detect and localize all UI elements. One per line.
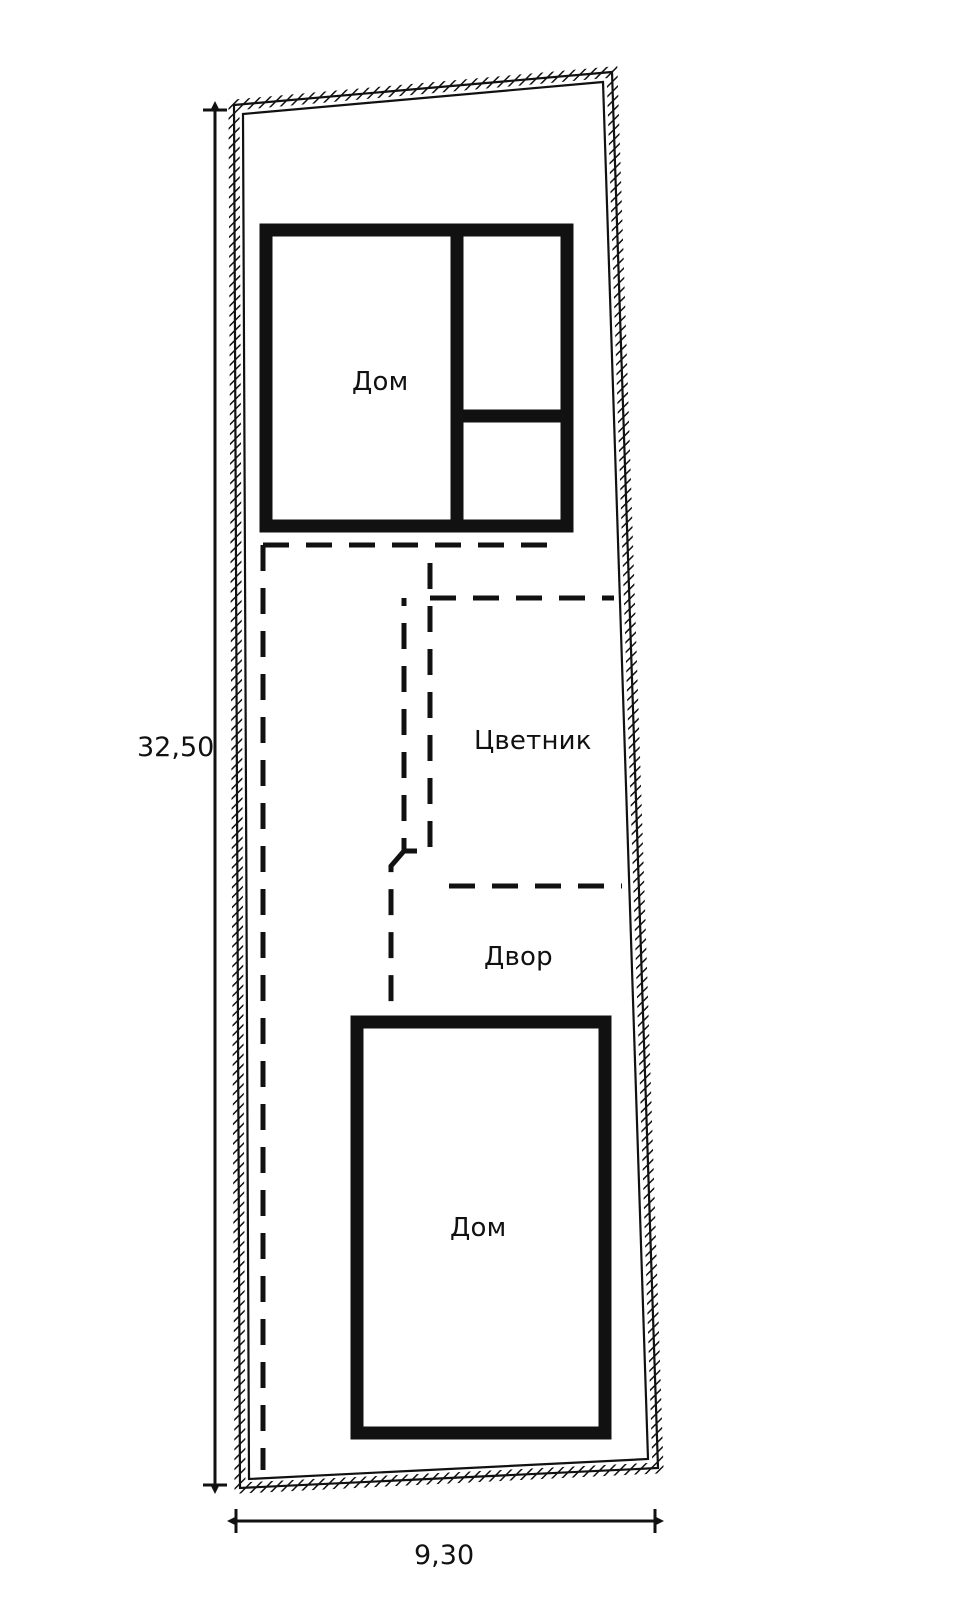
label-house-top: Дом [352,367,409,397]
plot-boundary [234,72,658,1488]
label-flowerbed: Цветник [474,726,592,756]
label-yard: Двор [484,942,553,972]
house-top-shape [266,230,567,526]
zone-dashed-lines [263,545,622,1470]
dimension-width-label: 9,30 [414,1540,475,1571]
label-house-bottom: Дом [450,1213,507,1243]
dimension-width [236,1509,655,1533]
dimension-height [203,110,227,1485]
dimension-height-label: 32,50 [137,732,215,763]
